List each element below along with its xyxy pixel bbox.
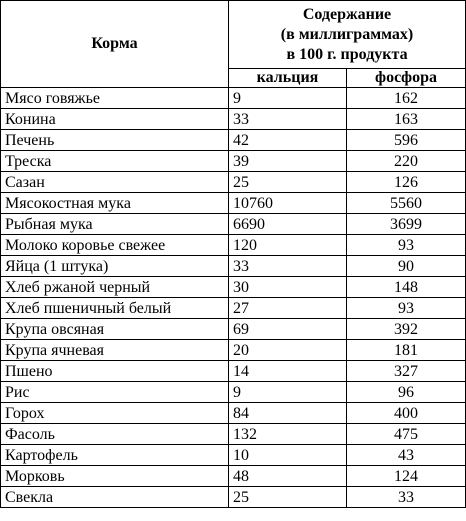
cell-phosphorus: 3699 [347, 214, 466, 235]
cell-calcium: 14 [229, 361, 347, 382]
table-row [1, 172, 466, 193]
cell-calcium: 25 [229, 487, 347, 508]
cell-name: Хлеб пшеничный белый [1, 298, 229, 319]
cell-phosphorus: 90 [347, 256, 466, 277]
cell-name: Печень [1, 130, 229, 151]
table-row [1, 424, 466, 445]
header-content-line-1: Содержание [302, 5, 392, 23]
cell-name: Картофель [1, 445, 229, 466]
table-row [1, 109, 466, 130]
cell-phosphorus: 163 [347, 109, 466, 130]
cell-calcium: 48 [229, 466, 347, 487]
table-row [1, 130, 466, 151]
table-row [1, 298, 466, 319]
cell-name: Хлеб ржаной черный [1, 277, 229, 298]
cell-phosphorus: 596 [347, 130, 466, 151]
table-row [1, 487, 466, 508]
cell-phosphorus: 33 [347, 487, 466, 508]
cell-name: Треска [1, 151, 229, 172]
table-row [1, 214, 466, 235]
cell-calcium: 25 [229, 172, 347, 193]
cell-name: Рис [1, 382, 229, 403]
table-row [1, 193, 466, 214]
cell-name: Пшено [1, 361, 229, 382]
cell-phosphorus: 93 [347, 235, 466, 256]
cell-phosphorus: 93 [347, 298, 466, 319]
cell-name: Крупа ячневая [1, 340, 229, 361]
table-row [1, 151, 466, 172]
table-row [1, 256, 466, 277]
cell-phosphorus: 96 [347, 382, 466, 403]
table-row [1, 319, 466, 340]
cell-name: Фасоль [1, 424, 229, 445]
header-content-line-2: (в миллиграммах) [280, 25, 414, 43]
header-phosphorus: фосфора [347, 69, 466, 88]
cell-calcium: 27 [229, 298, 347, 319]
header-content [229, 1, 466, 69]
cell-phosphorus: 327 [347, 361, 466, 382]
cell-phosphorus: 126 [347, 172, 466, 193]
cell-name: Горох [1, 403, 229, 424]
cell-name: Рыбная мука [1, 214, 229, 235]
cell-calcium: 120 [229, 235, 347, 256]
cell-calcium: 33 [229, 256, 347, 277]
table-row [1, 361, 466, 382]
cell-calcium: 42 [229, 130, 347, 151]
cell-phosphorus: 124 [347, 466, 466, 487]
cell-phosphorus: 220 [347, 151, 466, 172]
cell-calcium: 10 [229, 445, 347, 466]
cell-calcium: 9 [229, 88, 347, 109]
cell-phosphorus: 400 [347, 403, 466, 424]
header-content-line-3: в 100 г. продукта [286, 45, 408, 63]
cell-name: Яйца (1 штука) [1, 256, 229, 277]
cell-calcium: 30 [229, 277, 347, 298]
table-row [1, 466, 466, 487]
cell-name: Свекла [1, 487, 229, 508]
cell-phosphorus: 148 [347, 277, 466, 298]
cell-calcium: 39 [229, 151, 347, 172]
cell-calcium: 132 [229, 424, 347, 445]
cell-calcium: 6690 [229, 214, 347, 235]
cell-calcium: 69 [229, 319, 347, 340]
cell-calcium: 33 [229, 109, 347, 130]
table-row [1, 340, 466, 361]
cell-name: Морковь [1, 466, 229, 487]
cell-phosphorus: 475 [347, 424, 466, 445]
cell-phosphorus: 5560 [347, 193, 466, 214]
cell-phosphorus: 392 [347, 319, 466, 340]
cell-phosphorus: 43 [347, 445, 466, 466]
table-row [1, 277, 466, 298]
table-row [1, 235, 466, 256]
table-row [1, 382, 466, 403]
table-row [1, 403, 466, 424]
cell-phosphorus: 181 [347, 340, 466, 361]
table-row [1, 445, 466, 466]
table-row [1, 88, 466, 109]
cell-name: Конина [1, 109, 229, 130]
cell-calcium: 10760 [229, 193, 347, 214]
cell-name: Мясо говяжье [1, 88, 229, 109]
cell-calcium: 20 [229, 340, 347, 361]
cell-phosphorus: 162 [347, 88, 466, 109]
table-body [1, 88, 466, 508]
cell-name: Сазан [1, 172, 229, 193]
header-feed: Корма [1, 1, 229, 88]
header-calcium: кальция [229, 69, 347, 88]
cell-name: Мясокостная мука [1, 193, 229, 214]
cell-calcium: 84 [229, 403, 347, 424]
cell-name: Крупа овсяная [1, 319, 229, 340]
cell-name: Молоко коровье свежее [1, 235, 229, 256]
cell-calcium: 9 [229, 382, 347, 403]
